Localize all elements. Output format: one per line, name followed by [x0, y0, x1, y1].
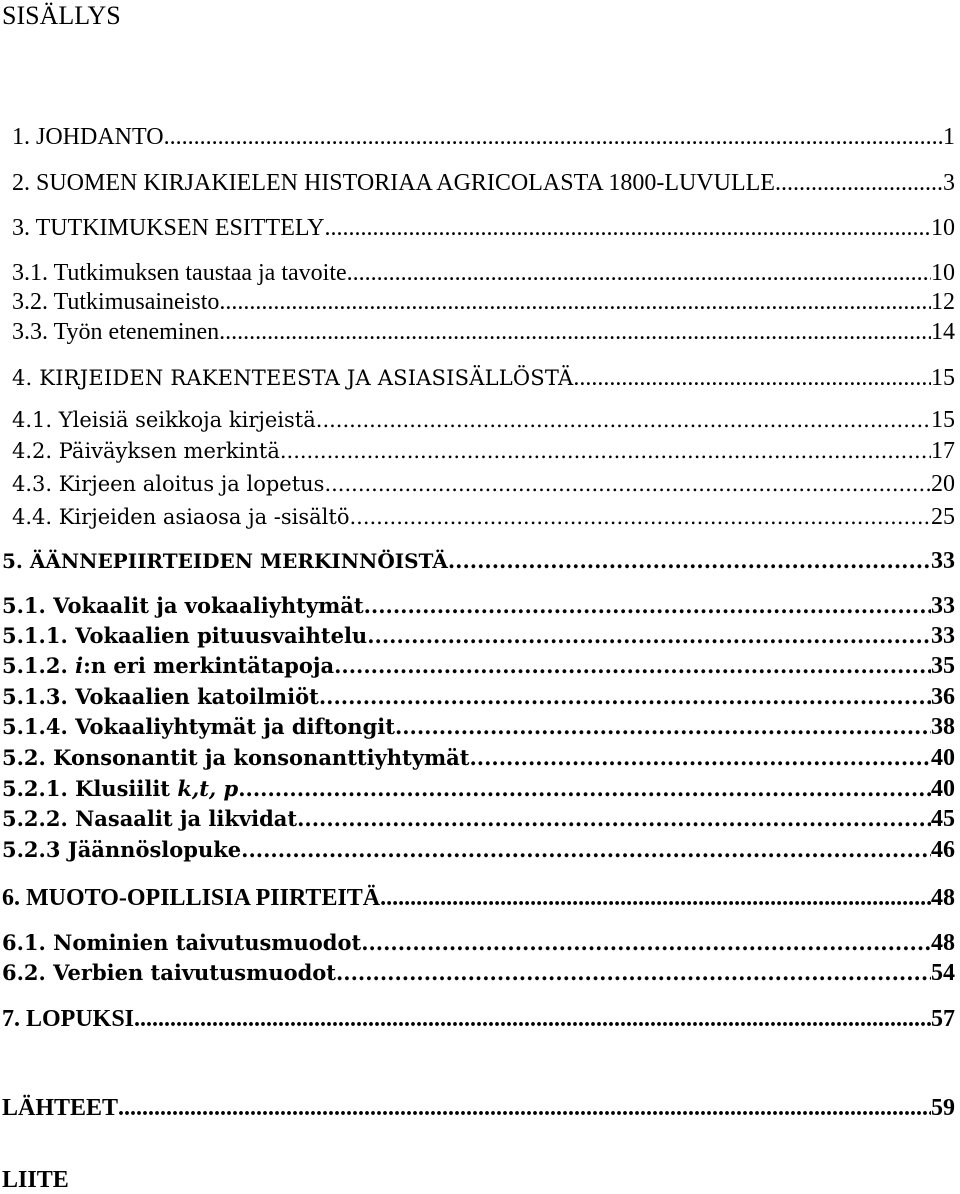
toc-entry-5-2-1[interactable]	[0, 776, 955, 802]
toc-entry-label: 1. JOHDANTO	[12, 124, 164, 150]
toc-entry-label: 7. LOPUKSI	[2, 1006, 135, 1032]
toc-leader-dots	[280, 439, 931, 464]
toc-entry-5-1-1[interactable]	[0, 623, 955, 649]
toc-entry-page: 57	[931, 1006, 955, 1032]
toc-leader-dots	[334, 653, 931, 678]
toc-leader-dots	[380, 884, 931, 912]
toc-leader-dots	[164, 123, 943, 151]
toc-entry-4-4[interactable]	[0, 505, 955, 530]
toc-leader-dots	[134, 1005, 931, 1033]
toc-entry-4-1[interactable]	[0, 408, 955, 433]
toc-entry-label: 4.4. Kirjeiden asiaosa ja -sisältö	[12, 505, 350, 529]
toc-heading: SISÄLLYS	[2, 1, 121, 30]
toc-leader-dots	[336, 960, 931, 985]
toc-leader-dots	[241, 837, 931, 862]
toc-entry-page: 1	[943, 124, 955, 150]
toc-entry-page: 54	[931, 960, 955, 986]
toc-entry-label: 4.3. Kirjeen aloitus ja lopetus	[12, 472, 325, 496]
toc-entry-page: 17	[931, 439, 955, 464]
toc-entry-3-2[interactable]	[0, 288, 955, 316]
toc-entry-page: 48	[931, 885, 955, 911]
toc-entry-aannepiirteiden[interactable]	[0, 548, 955, 574]
toc-leader-dots	[316, 408, 931, 433]
toc-leader-dots	[319, 684, 931, 709]
toc-entry-page: 33	[931, 593, 955, 619]
toc-entry-5-2[interactable]	[0, 745, 955, 771]
toc-entry-kirjeiden-rakenteesta[interactable]	[0, 364, 955, 392]
toc-entry-page: 35	[931, 653, 955, 679]
toc-entry-label-italic: i	[75, 653, 84, 678]
toc-entry-historia[interactable]	[0, 169, 955, 197]
toc-entry-4-2[interactable]	[0, 439, 955, 464]
toc-leader-dots	[219, 288, 931, 316]
toc-leader-dots	[775, 169, 943, 197]
toc-leader-dots	[219, 318, 931, 346]
toc-entry-label: 2. SUOMEN KIRJAKIELEN HISTORIAA AGRICOLASTA 1800-LUVULLE	[12, 170, 775, 196]
toc-leader-dots	[238, 776, 931, 801]
toc-entry-5-1-2[interactable]	[0, 653, 955, 679]
toc-entry-label	[0, 653, 334, 678]
toc-entry-page: 12	[931, 289, 955, 315]
toc-entry-page: 48	[931, 930, 955, 956]
toc-leader-dots	[324, 472, 931, 497]
toc-entry-label: 5.2. Konsonantit ja konsonanttiyhtymät	[2, 745, 470, 770]
toc-entry-label: 5.2.2. Nasaalit ja likvidat	[2, 806, 298, 831]
toc-entry-6-2[interactable]	[0, 960, 955, 986]
toc-entry-3-3[interactable]	[0, 318, 955, 346]
toc-entry-label: 3. TUTKIMUKSEN ESITTELY	[12, 215, 325, 241]
toc-entry-5-2-3[interactable]	[0, 837, 955, 863]
toc-entry-label: 6.2. Verbien taivutusmuodot	[2, 960, 336, 985]
toc-entry-6-1[interactable]	[0, 930, 955, 956]
toc-leader-dots	[361, 930, 931, 955]
toc-entry-label: 4.1. Yleisiä seikkoja kirjeistä	[12, 408, 316, 432]
toc-leader-dots	[349, 505, 931, 530]
toc-leader-dots	[347, 259, 931, 287]
toc-entry-page: 25	[931, 505, 955, 530]
toc-entry-label: 6. MUOTO-OPILLISIA PIIRTEITÄ	[2, 885, 381, 911]
toc-entry-page: 14	[931, 319, 955, 345]
toc-leader-dots	[364, 593, 931, 618]
toc-entry-page: 40	[931, 776, 955, 802]
toc-entry-label	[0, 776, 238, 801]
toc-entry-page: 3	[943, 170, 955, 196]
toc-leader-dots	[297, 806, 931, 831]
toc-entry-label-prefix: 5.1.2.	[2, 653, 76, 678]
toc-entry-page: 33	[931, 548, 955, 574]
toc-entry-label: 6.1. Nominien taivutusmuodot	[2, 930, 362, 955]
toc-entry-label-rest: :n eri merkintätapoja	[83, 653, 335, 678]
toc-leader-dots	[448, 548, 931, 573]
toc-appendix[interactable]: LIITE	[2, 1167, 69, 1193]
toc-entry-tutkimuksen-esittely[interactable]	[0, 214, 955, 242]
toc-entry-label: 4. KIRJEIDEN RAKENTEESTA JA ASIASISÄLLÖSTÄ	[12, 366, 574, 390]
toc-entry-page: 33	[931, 623, 955, 649]
toc-leader-dots	[324, 214, 931, 242]
toc-entry-page: 40	[931, 745, 955, 771]
toc-entry-4-3[interactable]	[0, 472, 955, 497]
toc-entry-label: 5.1.1. Vokaalien pituusvaihtelu	[2, 623, 368, 648]
toc-entry-page: 59	[931, 1095, 955, 1121]
toc-entry-page: 10	[931, 215, 955, 241]
toc-leader-dots	[395, 714, 931, 739]
toc-entry-label-prefix: 5.2.1. Klusiilit	[2, 776, 178, 801]
toc-entry-label-italic: k,t, p	[177, 776, 239, 801]
toc-entry-page: 46	[931, 837, 955, 863]
toc-leader-dots	[118, 1094, 931, 1122]
toc-entry-page: 20	[931, 472, 955, 497]
toc-entry-page: 15	[931, 365, 955, 391]
toc-entry-label: 5.1.3. Vokaalien katoilmiöt	[2, 684, 319, 709]
toc-entry-5-1-3[interactable]	[0, 684, 955, 710]
toc-entry-label: 3.1. Tutkimuksen taustaa ja tavoite	[12, 260, 347, 286]
toc-entry-5-1[interactable]	[0, 593, 955, 619]
toc-entry-page: 45	[931, 806, 955, 832]
toc-entry-3-1[interactable]	[0, 259, 955, 287]
toc-entry-5-2-2[interactable]	[0, 806, 955, 832]
toc-entry-page: 10	[931, 260, 955, 286]
toc-leader-dots	[469, 745, 931, 770]
toc-entry-label: 3.2. Tutkimusaineisto	[12, 289, 220, 315]
toc-entry-lopuksi[interactable]	[0, 1005, 955, 1033]
toc-entry-label: 5. ÄÄNNEPIIRTEIDEN MERKINNÖISTÄ	[2, 549, 448, 573]
toc-entry-johdanto[interactable]	[0, 123, 955, 151]
toc-leader-dots	[367, 623, 931, 648]
toc-entry-page: 15	[931, 408, 955, 433]
toc-entry-label: 3.3. Työn eteneminen	[12, 319, 220, 345]
toc-entry-page: 38	[931, 714, 955, 740]
toc-entry-lahteet[interactable]	[0, 1094, 955, 1122]
toc-entry-label: 5.1. Vokaalit ja vokaaliyhtymät	[2, 593, 364, 618]
toc-leader-dots	[573, 364, 931, 392]
toc-entry-label: 5.2.3 Jäännöslopuke	[2, 837, 242, 862]
toc-entry-label: LÄHTEET	[2, 1095, 119, 1121]
toc-entry-label: 4.2. Päiväyksen merkintä	[12, 439, 280, 463]
toc-entry-muoto-opillisia[interactable]	[0, 884, 955, 912]
toc-entry-label: 5.1.4. Vokaaliyhtymät ja diftongit	[2, 714, 395, 739]
toc-entry-page: 36	[931, 684, 955, 710]
toc-entry-5-1-4[interactable]	[0, 714, 955, 740]
